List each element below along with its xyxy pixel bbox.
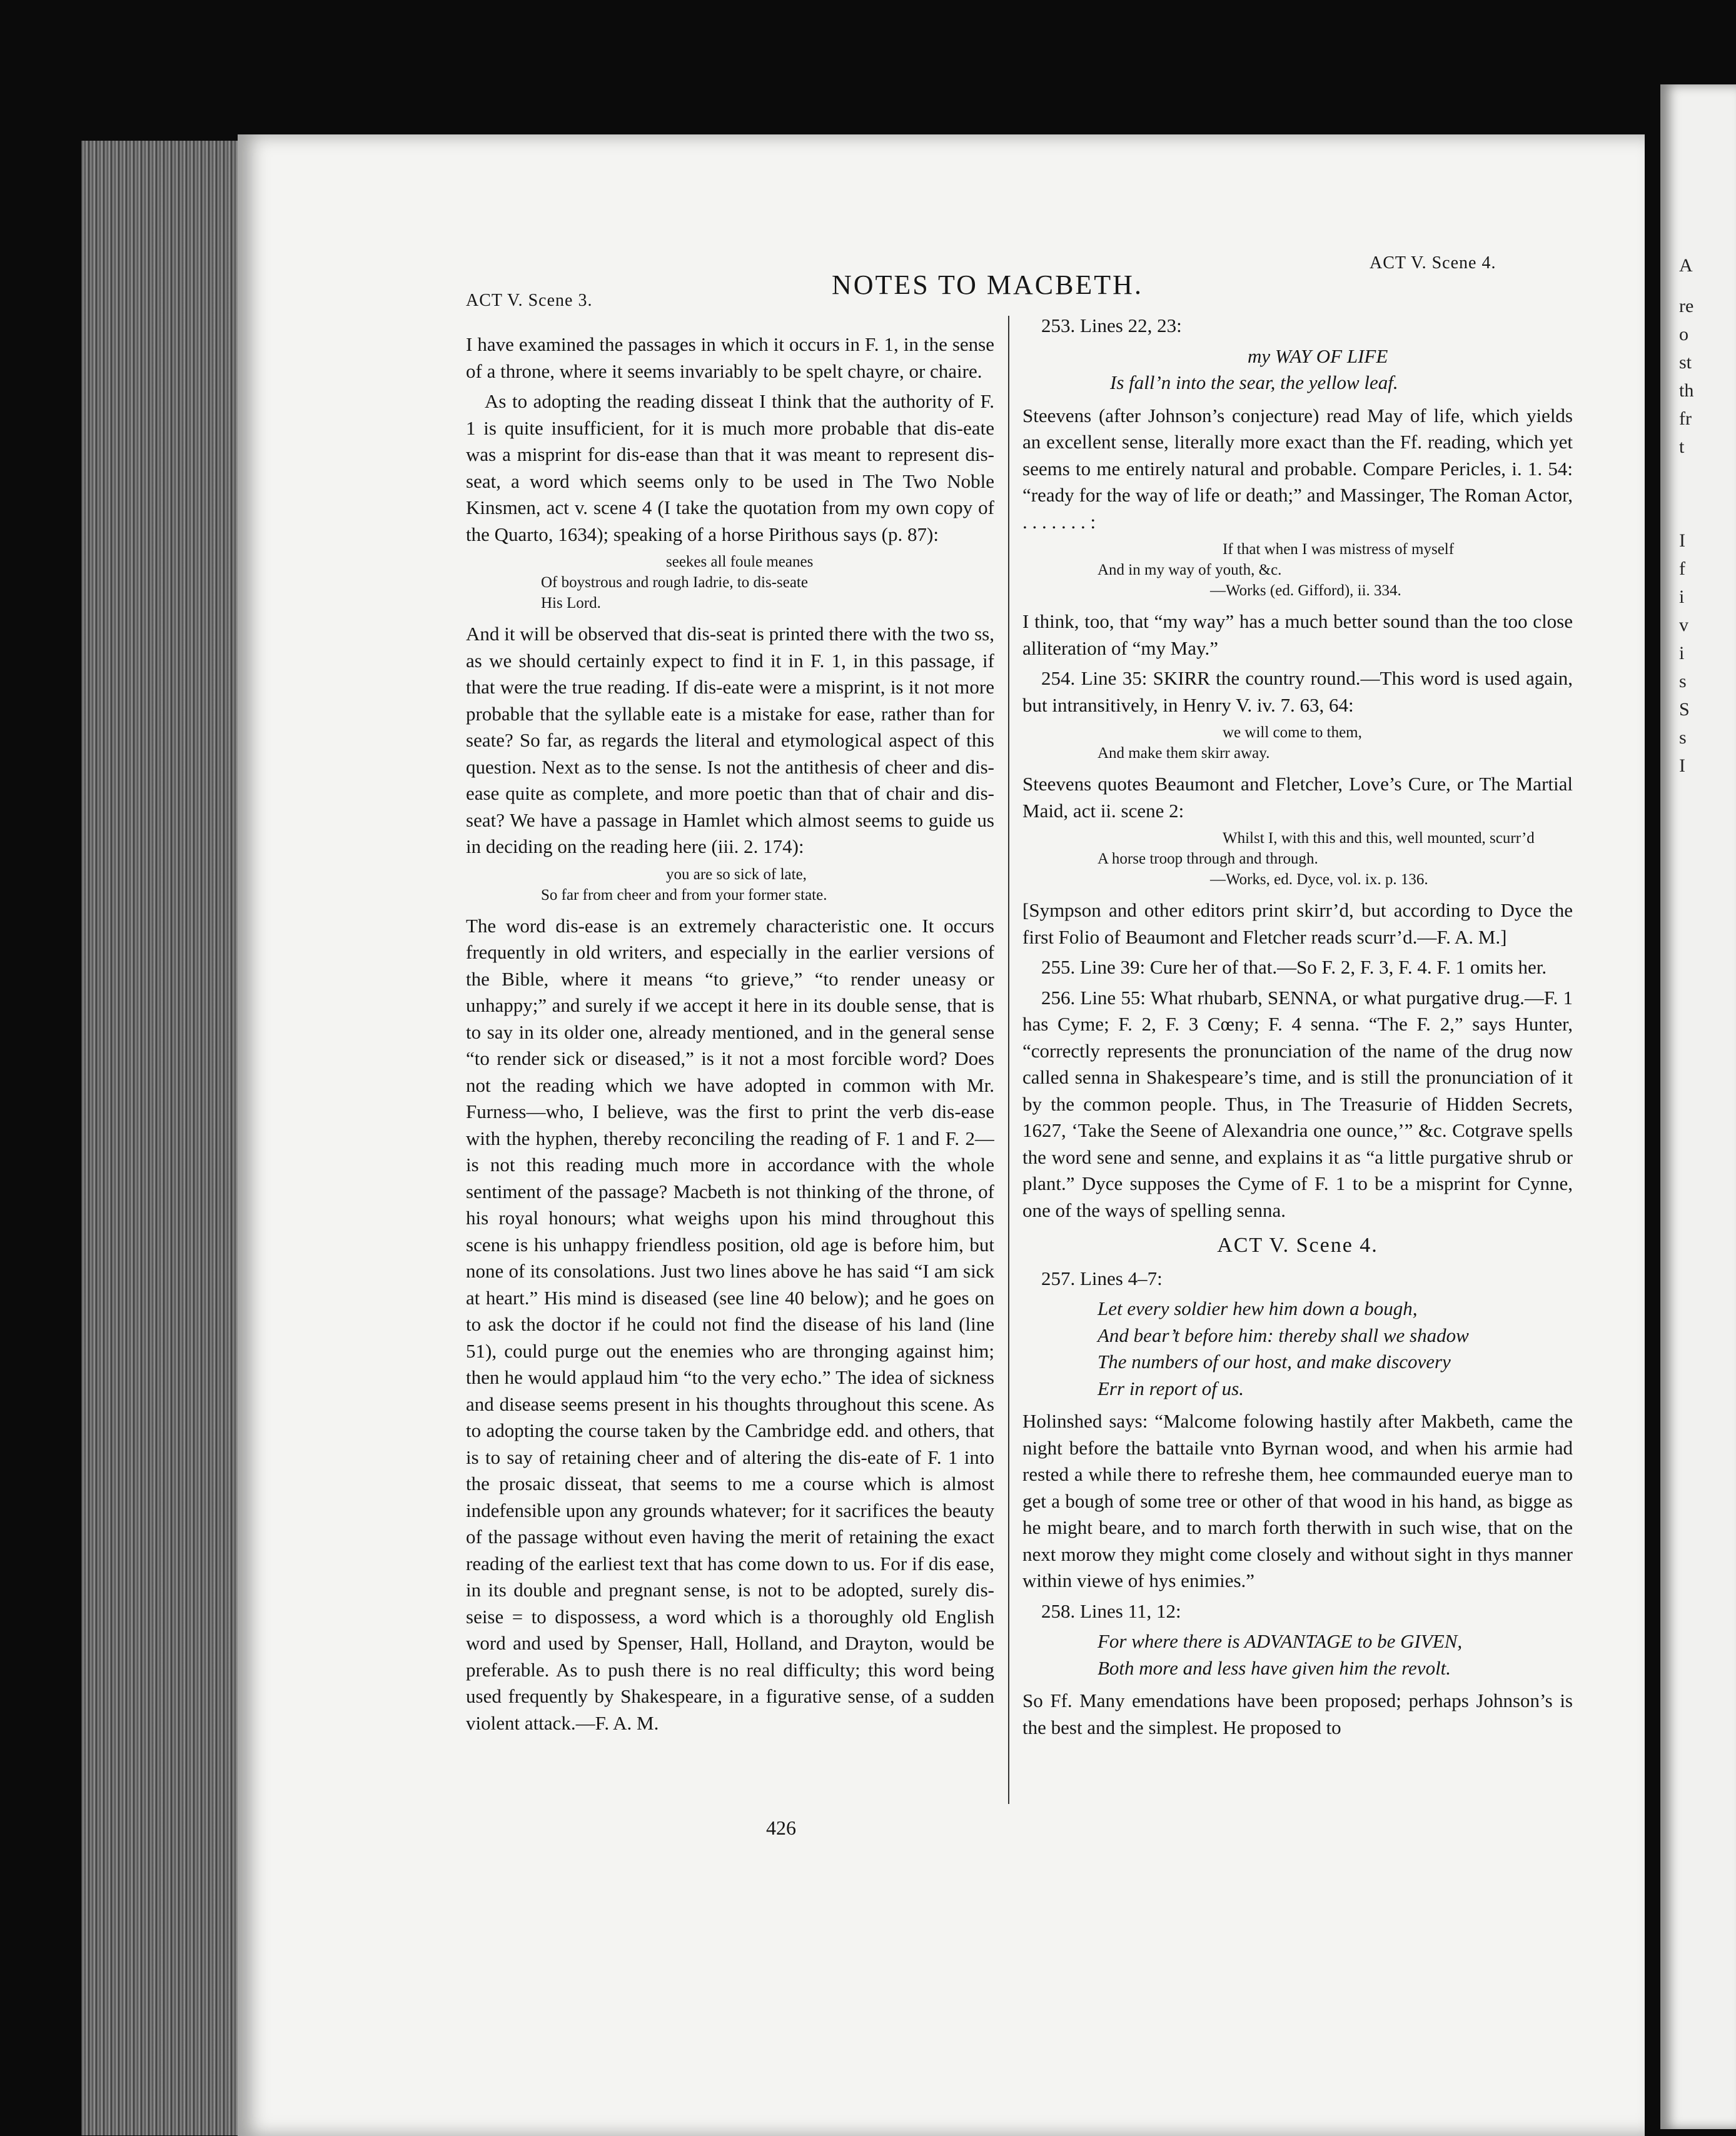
facing-page-edge [1660, 84, 1736, 2129]
quote-line: Whilst I, with this and this, well mounted, scurr’d [1223, 830, 1535, 847]
paragraph: And it will be observed that dis-seat is printed there with the two ss, as we should certainly expect to find it in F. 1, in this passage, if that were the true reading. If dis-eate were a misprint, is it not more probable that the syllable eate is a mistake for ease, rather than for seate? So far, as regards the literal and etymological aspect of this question. Next as to the sense. Is not the antithesis of cheer and dis-ease quite as complete, and more poetic than that of chair and dis-seat? We have a passage in Hamlet which almost seems to guide us in deciding on the reading here (iii. 2. 174): [466, 623, 994, 857]
verse-quote [1022, 1296, 1573, 1402]
paragraph: [Sympson and other editors print skirr’d, but according to Dyce the first Folio of Beaumont and Fletcher reads scurr’d.—F. A. M.] [1022, 899, 1573, 948]
facing-page-fragment: st [1679, 352, 1692, 373]
block-quote [1022, 828, 1573, 890]
facing-page-fragment: re [1679, 296, 1694, 316]
note-heading: 257. Lines 4–7: [1041, 1267, 1163, 1289]
running-header-left: ACT V. Scene 3. [466, 291, 593, 310]
quote-line: If that when I was mistress of myself [1223, 541, 1455, 558]
quote-line: you are so sick of late, [666, 865, 807, 883]
facing-page-fragment: f [1679, 558, 1685, 579]
note-heading: 258. Lines 11, 12: [1041, 1599, 1181, 1622]
paragraph: Steevens quotes Beaumont and Fletcher, Love’s Cure, or The Martial Maid, act ii. scene 2: [1022, 773, 1573, 822]
facing-page-fragment: i [1679, 587, 1685, 607]
book-page-edges [81, 141, 238, 2135]
paragraph: The word dis-ease is an extremely characteristic one. It occurs frequently in old writers, and especially in the earlier versions of the Bible, where it means “to grieve,” “to render uneasy or unhappy;” and surely if we accept it here in its double sense, that is to say in its older one, already mentioned, and in the general sense “to render sick or diseased,” is it not a most forcible word? Does not the reading which we have adopted in common with Mr. Furness—who, I believe, was the first to print the verb dis-ease with the hyphen, thereby reconciling the reading of F. 1 and F. 2—is not this reading much more in accordance with the whole sentiment of the passage? Macbeth is not thinking of the throne, of his royal honours; what weighs upon his mind throughout this scene is his unhappy friendless position, old age is before him, but none of its consolations. Just two lines above he has said “I am sick at heart.” His mind is diseased (see line 40 below); and he goes on to ask the doctor if he could not find the disease of his land (line 51), could purge out the enemies who are thronging against him; then he would applaud him “to the very echo.” The idea of sickness and disease seems present in his thoughts throughout this scene. As to adopting the course taken by the Cambridge edd. and others, that is to say of retaining cheer and of altering the dis-eate of F. 1 into the prosaic disseat, that seems to me a course which is almost indefensible upon any grounds whatever; for it sacrifices the beauty of the passage without even having the merit of retaining the exact reading of the earliest text that has come down to us. For if dis ease, in its double and pregnant sense, is not to be adopted, surely dis-seise = to dispossess, a word which is a thoroughly old English word and used by Spenser, Hall, Holland, and Drayton, would be preferable. As to push there is no real difficulty; this word being used frequently by Shakespeare, in a figurative sense, of a sudden violent attack.—F. A. M. [466, 914, 994, 1734]
facing-page-fragment: fr [1679, 408, 1692, 429]
quote-line: —Works, ed. Dyce, vol. ix. p. 136. [1210, 871, 1428, 888]
paragraph: I think, too, that “my way” has a much better sound than the too close alliteration of “my May.” [1022, 610, 1573, 659]
paragraph: 256. Line 55: What rhubarb, SENNA, or what purgative drug.—F. 1 has Cyme; F. 2, F. 3 Cœny; F. 4 senna. “The F. 2,” says Hunter, “correctly represents the pronunciation of the name of the drug now called senna in Shakespeare’s time, and is still the pronunciation of it by the common people. Thus, in The Treasurie of Hidden Secrets, 1627, ‘Take the Seene of Alexandria one ounce,’” &c. Cotgrave spells the word sene and senne, and explains it as “a little purgative shrub or plant.” Dyce supposes the Cyme of F. 1 to be a misprint for Cynne, one of the ways of spelling senna. [1022, 986, 1573, 1221]
facing-page-fragment: v [1679, 615, 1688, 635]
facing-page-fragment: o [1679, 324, 1688, 345]
quote-line: And in my way of youth, &c. [1098, 562, 1282, 578]
right-text-column [1022, 313, 1573, 1795]
column-divider [1008, 316, 1009, 1804]
verse-line: The numbers of our host, and make discovery [1098, 1351, 1451, 1373]
quote-line: A horse troop through and through. [1098, 850, 1318, 867]
quote-line: we will come to them, [1223, 724, 1362, 741]
block-quote [1022, 539, 1573, 601]
quote-line: —Works (ed. Gifford), ii. 334. [1210, 582, 1401, 599]
verse-line: Is fall’n into the sear, the yellow leaf. [1110, 371, 1398, 393]
block-quote [466, 864, 994, 905]
verse-line: Both more and less have given him the revolt. [1098, 1656, 1451, 1679]
left-text-column [466, 331, 994, 1798]
section-heading: ACT V. Scene 4. [1217, 1234, 1378, 1257]
block-quote [466, 552, 994, 613]
facing-page-fragment: S [1679, 699, 1690, 720]
paragraph: Steevens (after Johnson’s conjecture) read May of life, which yields an excellent sense, literally more exact than the Ff. reading, which yet seems to me entirely natural and probable. Compare Pericles, i. 1. 54: “ready for the way of life or death;” and Massinger, The Roman Actor, . . . . . . . : [1022, 404, 1573, 533]
block-quote [1022, 722, 1573, 763]
paragraph: 255. Line 39: Cure her of that.—So F. 2, F. 3, F. 4. F. 1 omits her. [1041, 956, 1547, 978]
facing-page-fragment: th [1679, 380, 1694, 401]
facing-page-fragment: s [1679, 727, 1687, 748]
verse-line: my WAY OF LIFE [1248, 345, 1388, 367]
quote-line: Of boystrous and rough Iadrie, to dis-seate [541, 574, 808, 591]
quote-line: seekes all foule meanes [666, 553, 814, 570]
quote-line: So far from cheer and from your former state. [541, 886, 827, 904]
quote-line: And make them skirr away. [1098, 745, 1270, 762]
facing-page-fragment: i [1679, 643, 1685, 663]
paragraph: Holinshed says: “Malcome folowing hastily after Makbeth, came the night before the battaile vnto Byrnan wood, and when his armie had rested a while there to refreshe them, hee commaunded euerye man to get a bough of some tree or other of that wood in his hand, as bigge as he might beare, and to march forth therwith in such wise, that on the next morow they might come closely and without sight in thys manner within viewe of hys enimies.” [1022, 1410, 1573, 1591]
facing-page-fragment: t [1679, 436, 1685, 457]
facing-page-fragment: s [1679, 671, 1687, 692]
running-header-right: ACT V. Scene 4. [1370, 253, 1496, 273]
page-title: NOTES TO MACBETH. [832, 270, 1143, 300]
verse-line: For where there is ADVANTAGE to be GIVEN, [1098, 1630, 1463, 1652]
paragraph: As to adopting the reading disseat I think that the authority of F. 1 is quite insufficient, for it is much more probable that dis-eate was a misprint for dis-ease than that it was meant to represent dis-seat, a word which seems only to be used in The Two Noble Kinsmen, act v. scene 4 (I take the quotation from my own copy of the Quarto, 1634); speaking of a horse Pirithous says (p. 87): [466, 390, 994, 545]
facing-page-fragment: A [1679, 255, 1693, 276]
verse-line: Let every soldier hew him down a bough, [1098, 1297, 1418, 1319]
facing-page-fragment: I [1679, 755, 1685, 776]
verse-line: Err in report of us. [1098, 1377, 1244, 1399]
note-heading: 253. Lines 22, 23: [1041, 315, 1182, 336]
page-number: 426 [766, 1816, 796, 1839]
verse-quote [1022, 343, 1573, 396]
quote-line: His Lord. [541, 595, 601, 612]
paragraph: So Ff. Many emendations have been proposed; perhaps Johnson’s is the best and the simplest. He proposed to [1022, 1690, 1573, 1738]
paragraph: 254. Line 35: SKIRR the country round.—This word is used again, but intransitively, in Henry V. iv. 7. 63, 64: [1022, 667, 1573, 716]
verse-quote [1022, 1628, 1573, 1681]
facing-page-fragment: I [1679, 530, 1685, 551]
paragraph: I have examined the passages in which it occurs in F. 1, in the sense of a throne, where it seems invariably to be spelt chayre, or chaire. [466, 333, 994, 382]
verse-line: And bear’t before him: thereby shall we shadow [1098, 1324, 1469, 1346]
